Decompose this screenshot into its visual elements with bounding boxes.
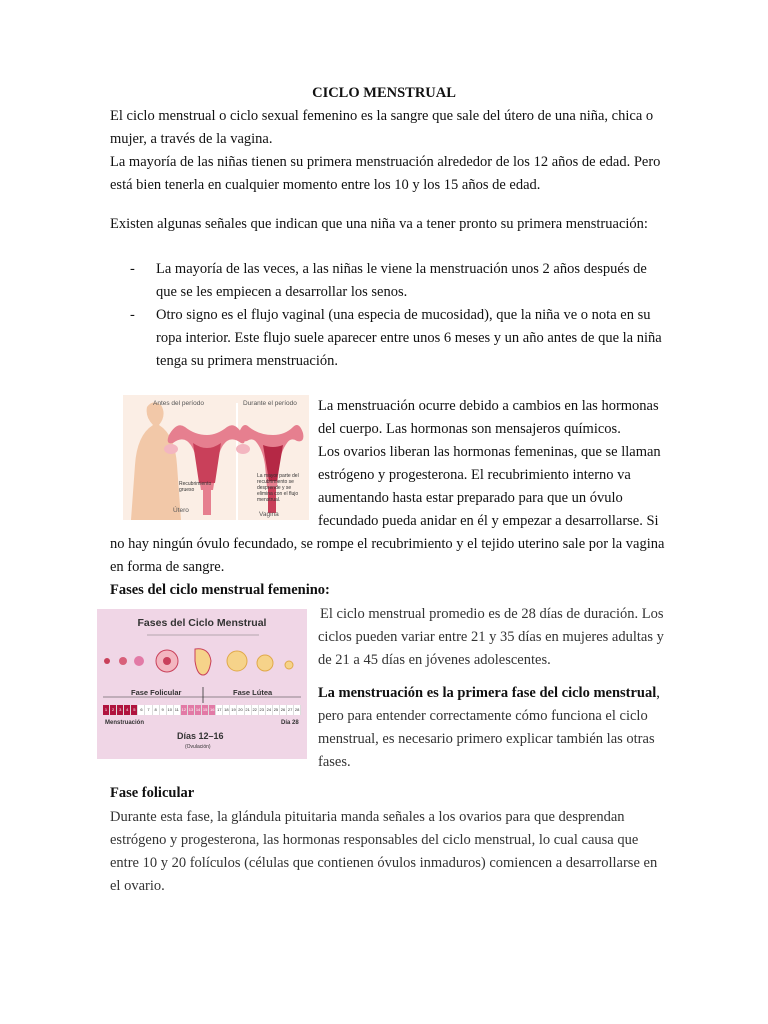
luteal-phase-label: Fase Lútea	[233, 688, 273, 697]
intro-line-2: mujer, a través de la vagina.	[110, 131, 273, 147]
calendar-day: 22	[252, 705, 259, 715]
cycle-comma: ,	[656, 685, 660, 701]
calendar-day: 6	[138, 705, 145, 715]
calendar-day: 15	[202, 705, 209, 715]
calendar-day: 4	[124, 705, 131, 715]
calendar-day: 12	[181, 705, 188, 715]
calendar-day: 19	[230, 705, 237, 715]
note-label: La mayor parte del recubrimiento se desprende y se elimina con el flujo menstrual.	[257, 473, 299, 503]
hormones-line-1: La menstruación ocurre debido a cambios en las hormonas	[318, 398, 659, 414]
calendar-day: 23	[259, 705, 266, 715]
uterus-label: Útero	[173, 507, 189, 514]
hormones-line-8: en forma de sangre.	[110, 559, 225, 575]
lining-label: Recubrimiento grueso	[179, 481, 212, 493]
cycle-bold-text: La menstruación es la primera fase del ciclo menstrual	[318, 685, 657, 701]
figure-title: Fases del Ciclo Menstrual	[137, 617, 267, 629]
follicular-line-1: Durante esta fase, la glándula pituitaria manda señales a los ovarios para que desprendan	[110, 809, 625, 825]
cycle-line-3: de 21 a 45 días en jóvenes adolescentes.	[318, 652, 551, 668]
bullet-2-line-1: Otro signo es el flujo vaginal (una especia de mucosidad), que la niña ve o nota en su	[156, 307, 651, 323]
bullet-2-line-2: ropa interior. Este flujo suele aparecer entre unos 6 meses y un año antes de que la niña	[156, 330, 662, 346]
calendar-day: 18	[223, 705, 230, 715]
bullet-dash: -	[130, 307, 135, 323]
calendar-day: 14	[195, 705, 202, 715]
uterus-illustration	[123, 395, 309, 520]
calendar-day: 1	[103, 705, 110, 715]
intro-line-4: está bien tenerla en cualquier momento entre los 10 y los 15 años de edad.	[110, 177, 541, 193]
day-28-label: Día 28	[281, 720, 299, 726]
during-period-label: Durante el período	[243, 400, 297, 407]
page-title: CICLO MENSTRUAL	[312, 85, 456, 101]
calendar-day: 17	[216, 705, 223, 715]
calendar-day: 9	[160, 705, 167, 715]
calendar-day: 10	[167, 705, 174, 715]
follicular-phase-label: Fase Folicular	[131, 688, 182, 697]
hormones-line-2: del cuerpo. Las hormonas son mensajeros químicos.	[318, 421, 621, 437]
intro-line-1: El ciclo menstrual o ciclo sexual femenino es la sangre que sale del útero de una niña, chica o	[110, 108, 654, 124]
vagina-label: Vagina	[259, 511, 279, 518]
calendar-day: 5	[131, 705, 138, 715]
calendar-day: 8	[153, 705, 160, 715]
follicular-line-3: entre 10 y 20 folículos (células que contienen óvulos inmaduros) comiencen a desarrollarse en	[110, 855, 658, 871]
hormones-line-5: aumentando hasta estar preparado para que un óvulo	[318, 490, 623, 506]
cycle-line-6: menstrual, es necesario primero explicar también las otras	[318, 731, 655, 747]
cycle-line-2: ciclos pueden variar entre 21 y 35 días en mujeres adultas y	[318, 629, 664, 645]
bullet-1-line-1: La mayoría de las veces, a las niñas le viene la menstruación unos 2 años después de	[156, 261, 647, 277]
follicular-line-2: estrógeno y progesterona, las hormonas responsables del ciclo menstrual, lo cual causa que	[110, 832, 639, 848]
calendar-day: 11	[174, 705, 181, 715]
before-period-label: Antes del período	[153, 400, 204, 407]
bullet-2-line-3: tenga su primera menstruación.	[156, 353, 338, 369]
cycle-line-1: El ciclo menstrual promedio es de 28 días de duración. Los	[320, 606, 664, 622]
hormones-line-7: no hay ningún óvulo fecundado, se rompe el recubrimiento y el tejido uterino sale por la vagina	[110, 536, 665, 552]
cycle-phases-figure	[97, 609, 307, 759]
cycle-line-5: pero para entender correctamente cómo funciona el ciclo	[318, 708, 648, 724]
calendar-day: 25	[273, 705, 280, 715]
cycle-calendar	[103, 705, 301, 715]
calendar-day: 20	[237, 705, 244, 715]
calendar-day: 27	[287, 705, 294, 715]
menstruation-label: Menstruación	[105, 720, 145, 726]
ovulation-days-label: Días 12–16	[177, 731, 224, 741]
bullet-dash: -	[130, 261, 135, 277]
ovulation-label: (Ovulación)	[185, 744, 211, 750]
hormones-line-4: estrógeno y progesterona. El recubrimiento interno va	[318, 467, 631, 483]
calendar-day: 28	[294, 705, 301, 715]
follicular-heading: Fase folicular	[110, 785, 195, 801]
calendar-day: 3	[117, 705, 124, 715]
signs-intro: Existen algunas señales que indican que una niña va a tener pronto su primera menstruación:	[110, 216, 648, 232]
calendar-day: 13	[188, 705, 195, 715]
calendar-day: 7	[145, 705, 152, 715]
calendar-day: 26	[280, 705, 287, 715]
cycle-line-7: fases.	[318, 754, 351, 770]
bullet-1-line-2: que se les empiecen a desarrollar los senos.	[156, 284, 408, 300]
phases-heading: Fases del ciclo menstrual femenino:	[110, 582, 330, 598]
hormones-line-3: Los ovarios liberan las hormonas femeninas, que se llaman	[318, 444, 661, 460]
hormones-line-6: fecundado pueda anidar en él y empezar a desarrollarse. Si	[318, 513, 659, 529]
cycle-line-4	[318, 682, 660, 705]
calendar-day: 21	[245, 705, 252, 715]
intro-line-3: La mayoría de las niñas tienen su primera menstruación alrededor de los 12 años de edad. Pero	[110, 154, 661, 170]
follicular-line-4: el ovario.	[110, 878, 165, 894]
calendar-day: 2	[110, 705, 117, 715]
calendar-day: 16	[209, 705, 216, 715]
calendar-day: 24	[266, 705, 273, 715]
